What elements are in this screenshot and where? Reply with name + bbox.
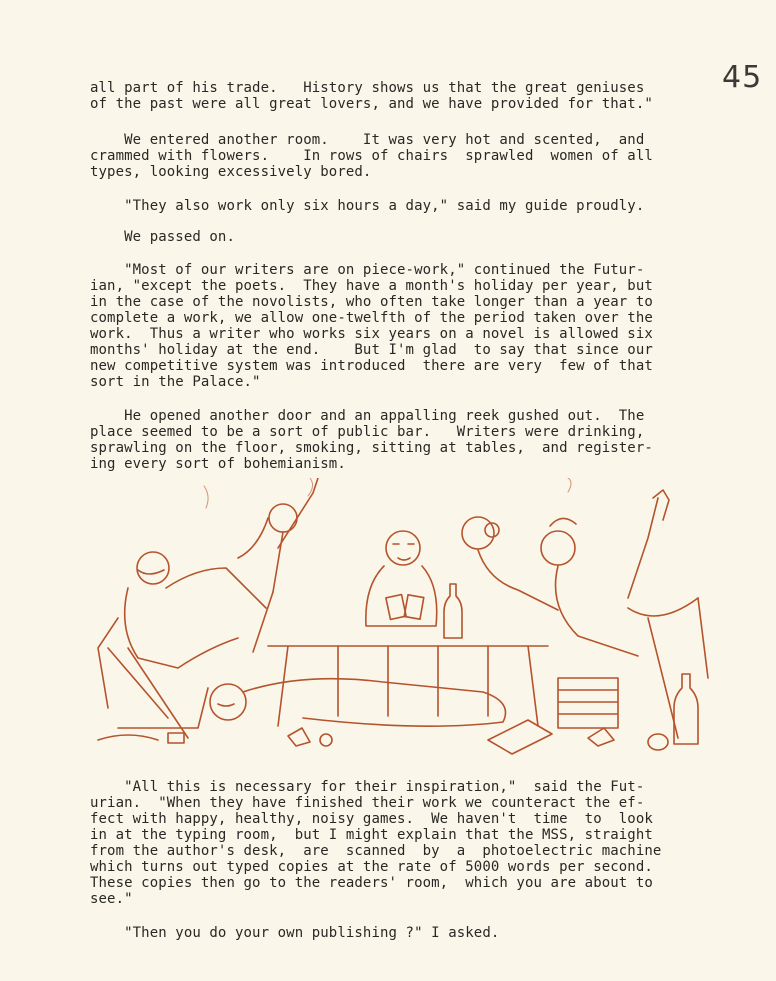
paragraph-6: He opened another door and an appalling reek gushed out. The place seemed to be a sort of public bar. Writers were drinking, sprawling on the floor, smoking, sitting at tables, and register- ing every sort of bohemianism. (90, 408, 653, 472)
paragraph-8: "Then you do your own publishing ?" I asked. (90, 925, 500, 941)
paragraph-7: "All this is necessary for their inspiration," said the Fut- urian. "When they have finished their work we counteract the ef- fect with happy, healthy, noisy games. We haven't time to look in at the typing room, but I might explain that the MSS, straight from the author's desk, are scanned by a photoelectric machine which turns out typed copies at the rate of 5000 words per second. These copies then go to the readers' room, which you are about to see." (90, 779, 662, 907)
paragraph-3: "They also work only six hours a day," said my guide proudly. (90, 198, 645, 214)
paragraph-1: all part of his trade. History shows us that the great geniuses of the past were all great lovers, and we have provided for that." (90, 80, 653, 112)
page-number: 45 (722, 60, 763, 95)
paragraph-4: We passed on. (90, 229, 235, 245)
paragraph-2: We entered another room. It was very hot and scented, and crammed with flowers. In rows of chairs sprawled women of all types, looking excessively bored. (90, 132, 653, 180)
bar-scene-illustration (88, 478, 718, 760)
paragraph-5: "Most of our writers are on piece-work," continued the Futur- ian, "except the poets. They have a month's holiday per year, but in the case of the novolists, who often take longer than a year to complete a work, we allow one-twelfth of the period taken over the work. Thus a writer who works six years on a novel is allowed six months' holiday at the end. But I'm glad to say that since our new competitive system was introduced there are very few of that sort in the Palace." (90, 262, 653, 390)
